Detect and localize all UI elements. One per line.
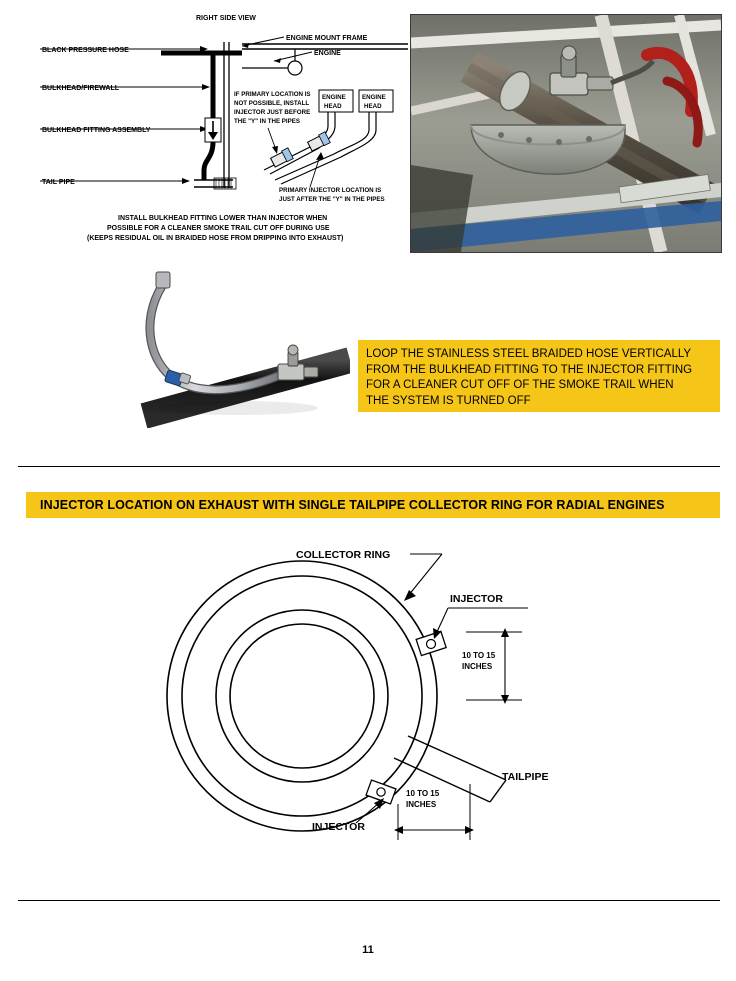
- label-engine-head-2-line1: ENGINE: [362, 94, 386, 101]
- injector-top-fitting: [416, 631, 446, 655]
- label-injector-top: INJECTOR: [450, 593, 503, 605]
- dim-top-line1: 10 TO 15: [462, 651, 496, 660]
- label-engine: ENGINE: [314, 50, 341, 57]
- right-side-view-diagram: [28, 8, 408, 263]
- label-injector-bottom: INJECTOR: [312, 821, 365, 833]
- page-number: 11: [362, 944, 374, 956]
- caption-line-1: INSTALL BULKHEAD FITTING LOWER THAN INJECTOR WHEN: [118, 215, 328, 222]
- label-black-pressure-hose: BLACK PRESSURE HOSE: [42, 47, 129, 54]
- loop-hose-note: [358, 340, 720, 412]
- note-line-2: FROM THE BULKHEAD FITTING TO THE INJECTOR FITTING: [366, 363, 693, 376]
- diagram-title: RIGHT SIDE VIEW: [196, 15, 256, 22]
- note-line-1: LOOP THE STAINLESS STEEL BRAIDED HOSE VERTICALLY: [366, 348, 692, 360]
- label-tailpipe: TAILPIPE: [502, 771, 549, 783]
- label-tail-pipe: TAIL PIPE: [42, 179, 75, 186]
- caption-line-3: (KEEPS RESIDUAL OIL IN BRAIDED HOSE FROM DRIPPING INTO EXHAUST): [87, 235, 344, 242]
- divider-top: [18, 466, 720, 467]
- label-engine-mount-frame: ENGINE MOUNT FRAME: [286, 35, 368, 42]
- caption-line-2: POSSIBLE FOR A CLEANER SMOKE TRAIL CUT OFF DURING USE: [107, 225, 330, 232]
- dim-bottom-line2: INCHES: [406, 800, 437, 809]
- primary-injector-note-line2: JUST AFTER THE "Y" IN THE PIPES: [279, 196, 385, 203]
- primary-injector-note-line1: PRIMARY INJECTOR LOCATION IS: [279, 187, 382, 194]
- exhaust-injector-photo: [410, 14, 722, 253]
- dim-bottom-line1: 10 TO 15: [406, 789, 440, 798]
- divider-bottom: [18, 900, 720, 901]
- alt-injector-note-line4: THE "Y" IN THE PIPES: [234, 118, 301, 125]
- section-banner: INJECTOR LOCATION ON EXHAUST WITH SINGLE TAILPIPE COLLECTOR RING FOR RADIAL ENGINES: [26, 492, 720, 518]
- label-bulkhead-firewall: BULKHEAD/FIREWALL: [42, 85, 119, 92]
- label-bulkhead-fitting-assembly: BULKHEAD FITTING ASSEMBLY: [42, 127, 151, 134]
- alt-injector-note-line1: IF PRIMARY LOCATION IS: [234, 91, 311, 98]
- collector-ring-diagram: [150, 540, 610, 850]
- dim-top-line2: INCHES: [462, 662, 493, 671]
- label-engine-head-2-line2: HEAD: [364, 103, 382, 110]
- note-line-4: THE SYSTEM IS TURNED OFF: [366, 394, 531, 407]
- label-collector-ring: COLLECTOR RING: [296, 549, 391, 561]
- alt-injector-note-line2: NOT POSSIBLE, INSTALL: [234, 100, 310, 107]
- alt-injector-fitting: [271, 148, 294, 167]
- braided-hose-photo: [128, 268, 350, 428]
- alt-injector-note-line3: INJECTOR JUST BEFORE: [234, 109, 311, 116]
- label-engine-head-1-line2: HEAD: [324, 103, 342, 110]
- note-line-3: FOR A CLEANER CUT OFF OF THE SMOKE TRAIL WHEN: [366, 379, 674, 391]
- label-engine-head-1-line1: ENGINE: [322, 94, 346, 101]
